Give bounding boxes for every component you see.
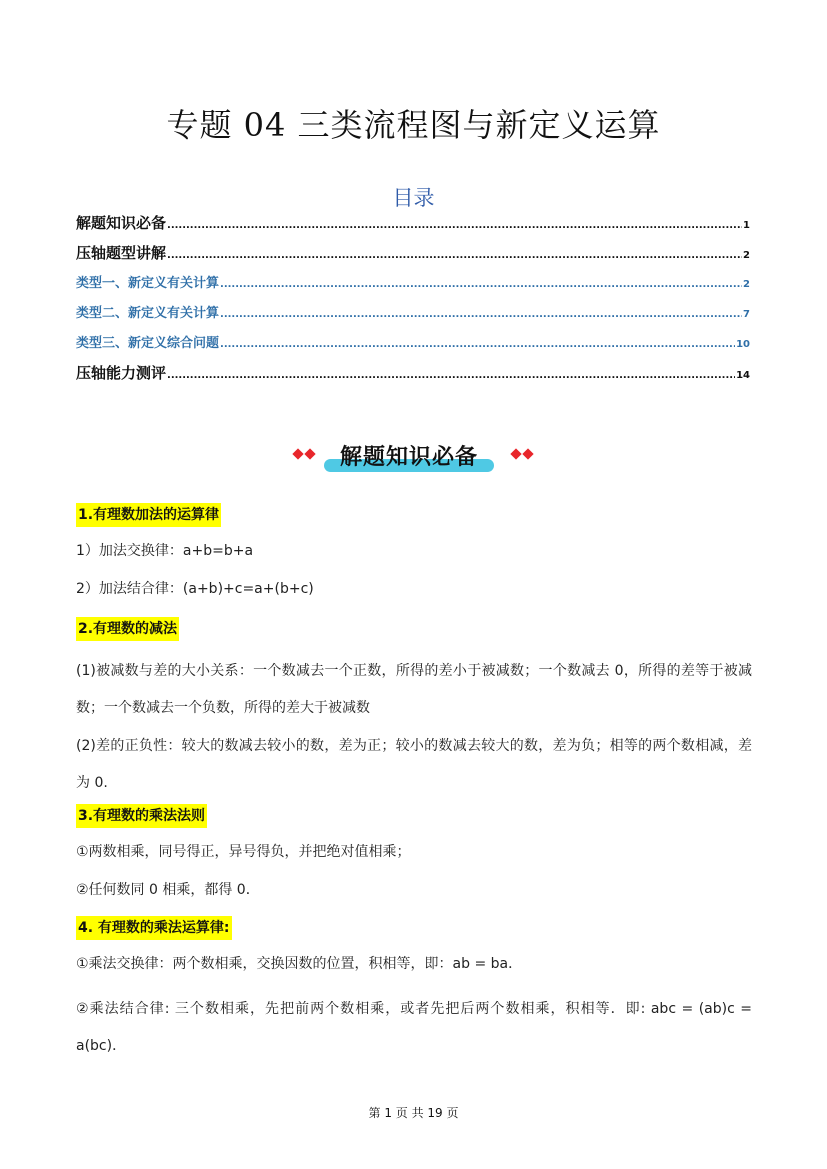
toc-heading: 目录 xyxy=(392,186,435,210)
toc-entry-type-1[interactable] xyxy=(76,272,750,302)
toc-entry-label: 类型三、新定义综合问题 xyxy=(76,336,220,351)
toc-entry-page: 10 xyxy=(736,339,750,350)
toc-entry-question-types[interactable] xyxy=(76,242,750,272)
toc-entry-page: 1 xyxy=(743,220,750,231)
document-title: 专题 04 三类流程图与新定义运算 xyxy=(166,106,661,144)
paragraph: 1）加法交换律：a+b=b+a xyxy=(76,543,254,559)
section-heading: 1.有理数加法的运算律 xyxy=(76,503,221,527)
banner-title: 解题知识必备 xyxy=(339,445,478,470)
toc-leader-dots xyxy=(220,309,742,320)
section-heading: 4. 有理数的乘法运算律: xyxy=(76,916,232,940)
paragraph: (1)被减数与差的大小关系：一个数减去一个正数，所得的差小于被减数；一个数减去 0，所得的差等于被减数；一个数减去一个负数，所得的差大于被减数 xyxy=(76,663,752,716)
section-banner xyxy=(290,438,540,478)
paragraph: (2)差的正负性：较大的数减去较小的数，差为正；较小的数减去较大的数，差为负；相等的两个数相减，差为 0. xyxy=(76,738,752,791)
toc-leader-dots xyxy=(220,279,742,290)
paragraph: ①乘法交换律：两个数相乘，交换因数的位置，积相等，即：ab = ba． xyxy=(76,956,523,972)
toc-leader-dots xyxy=(167,220,742,231)
paragraph: ②乘法结合律: 三个数相乘，先把前两个数相乘，或者先把后两个数相乘，积相等．即: abc = (ab)c = a(bc)． xyxy=(76,1001,752,1054)
toc-entry-label: 压轴题型讲解 xyxy=(76,244,167,262)
toc-leader-dots xyxy=(167,370,735,381)
toc-entry-page: 14 xyxy=(736,370,750,381)
toc-entry-label: 压轴能力测评 xyxy=(76,364,167,382)
toc-entry-page: 2 xyxy=(743,279,750,290)
toc-leader-dots xyxy=(220,339,735,350)
toc-entry-knowledge[interactable] xyxy=(76,212,750,242)
paragraph: ②任何数同 0 相乘，都得 0． xyxy=(76,882,260,898)
toc-entry-label: 类型一、新定义有关计算 xyxy=(76,276,220,291)
page-footer: 第 1 页 共 19 页 xyxy=(368,1106,459,1120)
section-heading: 2.有理数的减法 xyxy=(76,617,179,641)
toc-entry-label: 类型二、新定义有关计算 xyxy=(76,306,220,321)
paragraph: ①两数相乘，同号得正，异号得负，并把绝对值相乘； xyxy=(76,844,411,860)
toc-entry-type-2[interactable] xyxy=(76,302,750,332)
toc-entry-assessment[interactable] xyxy=(76,362,750,392)
section-heading: 3.有理数的乘法法则 xyxy=(76,804,207,828)
paragraph: 2）加法结合律：(a+b)+c=a+(b+c) xyxy=(76,581,314,597)
toc-entry-type-3[interactable] xyxy=(76,332,750,362)
table-of-contents xyxy=(76,212,750,392)
toc-entry-page: 7 xyxy=(743,309,750,320)
toc-leader-dots xyxy=(167,250,742,261)
toc-entry-page: 2 xyxy=(743,250,750,261)
toc-entry-label: 解题知识必备 xyxy=(76,214,167,232)
